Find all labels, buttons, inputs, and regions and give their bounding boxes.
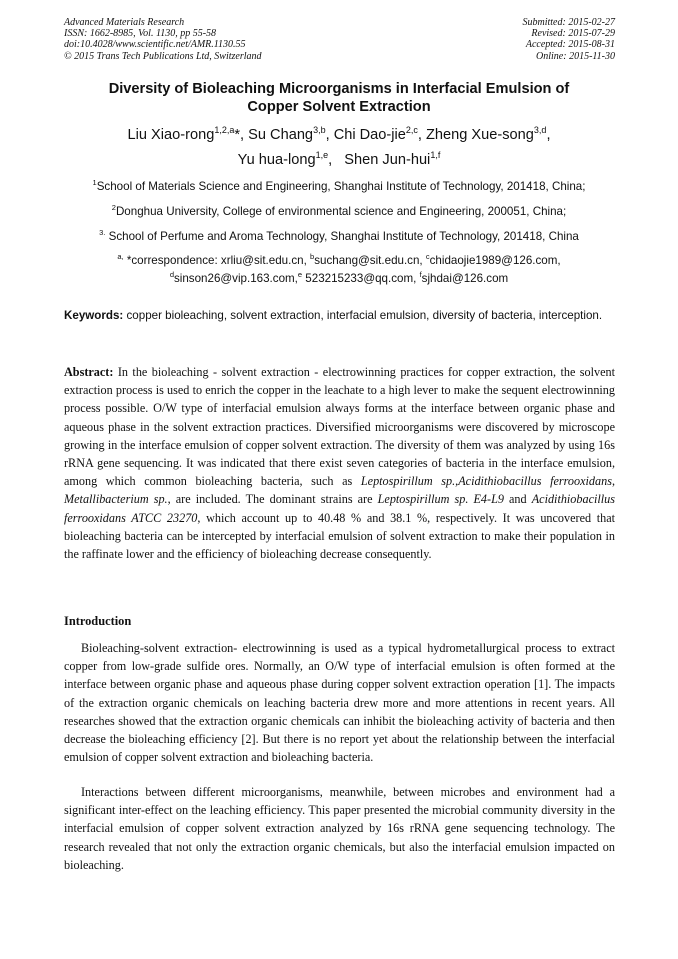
abstract-text: , which account up to 40.48 % and 38.1 %, respectively. It was uncovered that bioleaching bacteria can be intercepted by interfacial emulsion of solvent extraction to make their population in the raffinate lower and the efficiency of bioleaching decrease consequently. — [64, 510, 615, 562]
species-name: Leptospirillum sp.,Acidithiobacillus ferrooxidans — [360, 474, 612, 489]
abstract-text: In the bioleaching - solvent extraction - electrowinning practices for copper extraction, the solvent extraction process is used to enrich the copper in the leachate to a high lever to make the sequent electrowinning process possible. O/W type of interfacial emulsion always forms at the interface between organic phase and aqueous phase in the solvent extraction practices. Diversified microorganisms were discovered by microscope growing in the interface emulsion of copper solvent extraction. The diversity of them was analyzed by using 16s rRNA gene sequencing. It was indicated that there exist seven categories of bacteria in the interface emulsion, among which common bioleaching bacteria, such as — [64, 365, 615, 489]
email-text: suchang@sit.edu.cn, — [314, 254, 426, 267]
species-name: Acidithiobacillus ferrooxidans ATCC 23270 — [64, 492, 615, 525]
author-mark: 1,e — [315, 150, 329, 161]
intro-paragraph-2: Interactions between different microorganisms, meanwhile, between microbes and environment had a significant inter-effect on the leaching efficiency. This paper presented the microbial community diversity in the interfacial emulsion of copper solvent extraction analyzed by 16s rRNA gene sequencing technology. The research revealed that not only the extraction organic chemicals, but also the interfacial emulsion impacted on bioleaching. — [64, 785, 615, 872]
author-mark: 1,f — [430, 150, 441, 161]
author-name: Su Chang — [248, 127, 314, 143]
species-name: Leptospirillum sp. E4-L9 — [377, 492, 504, 507]
issn-line: ISSN: 1662-8985, Vol. 1130, pp 55-58 — [64, 28, 217, 40]
affiliation-text: School of Perfume and Aroma Technology, Shanghai Institute of Technology, 201418, China — [108, 230, 579, 243]
email-text: 523215233@qq.com, — [302, 272, 420, 285]
author-mark: 2,c — [405, 125, 418, 136]
author-name: Liu Xiao-rong — [127, 127, 215, 143]
email-text: chidaojie1989@126.com, — [429, 254, 561, 267]
email-text: sjhdai@126.com — [421, 272, 509, 285]
paper-title — [60, 80, 618, 116]
accepted-date: Accepted: 2015-08-31 — [525, 39, 615, 51]
abstract-text: and — [503, 492, 532, 507]
affiliation-text: School of Materials Science and Engineering, Shanghai Institute of Technology, 201418, China; — [96, 180, 586, 193]
species-name: Metallibacterium sp. — [64, 492, 168, 507]
abstract — [64, 363, 615, 563]
doi-line: doi:10.4028/www.scientific.net/AMR.1130.55 — [64, 39, 246, 51]
author-name: Chi Dao-jie — [333, 127, 406, 143]
author-list — [60, 123, 618, 173]
affiliation-1 — [40, 180, 638, 194]
journal-name: Advanced Materials Research — [64, 17, 185, 28]
submitted-date: Submitted: 2015-02-27 — [522, 17, 615, 28]
email-line-2 — [40, 270, 638, 288]
abstract-label: Abstract: — [64, 365, 114, 379]
author-mark: 3,d — [533, 125, 547, 136]
keywords-text: copper bioleaching, solvent extraction, interfacial emulsion, diversity of bacteria, interception. — [123, 309, 603, 322]
journal-info — [64, 17, 262, 62]
affiliation-3 — [40, 230, 638, 244]
corresponding-star: * — [234, 127, 241, 143]
title-line-1: Diversity of Bioleaching Microorganisms in Interfacial Emulsion of — [108, 81, 570, 97]
abstract-text: , are included. The dominant strains are — [167, 492, 378, 507]
affiliation-mark: 2 — [111, 203, 116, 213]
email-mark: d — [169, 270, 174, 280]
revised-date: Revised: 2015-07-29 — [531, 28, 615, 40]
author-name: Zheng Xue-song — [426, 127, 534, 143]
publication-dates — [523, 17, 616, 62]
email-list — [40, 252, 638, 288]
email-line-1 — [40, 252, 638, 270]
email-mark: b — [310, 252, 315, 262]
email-text: *correspondence: xrliu@sit.edu.cn, — [123, 254, 311, 267]
intro-paragraph-1: Bioleaching-solvent extraction- electrowinning is used as a typical hydrometallurgical process to extract copper from low-grade sulfide ores. Normally, an O/W type of interfacial emulsion is often formed at the interface between organic phase and aqueous phase during copper solvent extraction operation [1]. The impacts of the extraction organic chemicals on leaching bacteria drew more and more attentions in recent years. All researches showed that the extraction organic chemicals can inhibit the bioleaching activity of bacteria and then decrease the bioleaching efficiency [2]. But there is no report yet about the relationship between the interfacial emulsion of copper solvent extraction and bioleaching bacteria. — [64, 641, 615, 765]
author-line-2: Yu hua-long$^{1,e}$, Shen Jun-hui$^{1,f}$ — [237, 150, 441, 168]
affiliation-mark: 1 — [92, 178, 97, 188]
section-heading: Introduction — [64, 614, 132, 628]
affiliation-text: Donghua University, College of environmental science and Engineering, 200051, China; — [115, 205, 567, 218]
email-mark: a, — [117, 252, 124, 262]
author-name: Yu hua-long — [237, 152, 316, 168]
abstract-text: , — [611, 474, 615, 489]
copyright-line: © 2015 Trans Tech Publications Ltd, Switzerland — [64, 50, 262, 62]
affiliation-mark: 3. — [99, 228, 106, 238]
online-date: Online: 2015-11-30 — [536, 50, 615, 62]
email-text: sinson26@vip.163.com, — [173, 272, 298, 285]
title-line-2: Copper Solvent Extraction — [247, 99, 431, 115]
author-name: Shen Jun-hui — [344, 152, 431, 168]
email-mark: e — [297, 270, 303, 280]
email-mark: c — [425, 252, 430, 262]
email-mark: f — [419, 270, 422, 280]
author-line-1: Liu Xiao-rong$^{1,2,a}$*, Su Chang$^{3,b}$, Chi Dao-jie$^{2,c}$, Zheng Xue-song$^{3,d}$, — [127, 125, 551, 143]
author-mark: 3,b — [313, 125, 326, 136]
affiliation-2 — [40, 205, 638, 219]
keywords-label: Keywords: — [64, 309, 124, 322]
keywords — [64, 307, 615, 324]
author-mark: 1,2,a — [214, 125, 235, 136]
